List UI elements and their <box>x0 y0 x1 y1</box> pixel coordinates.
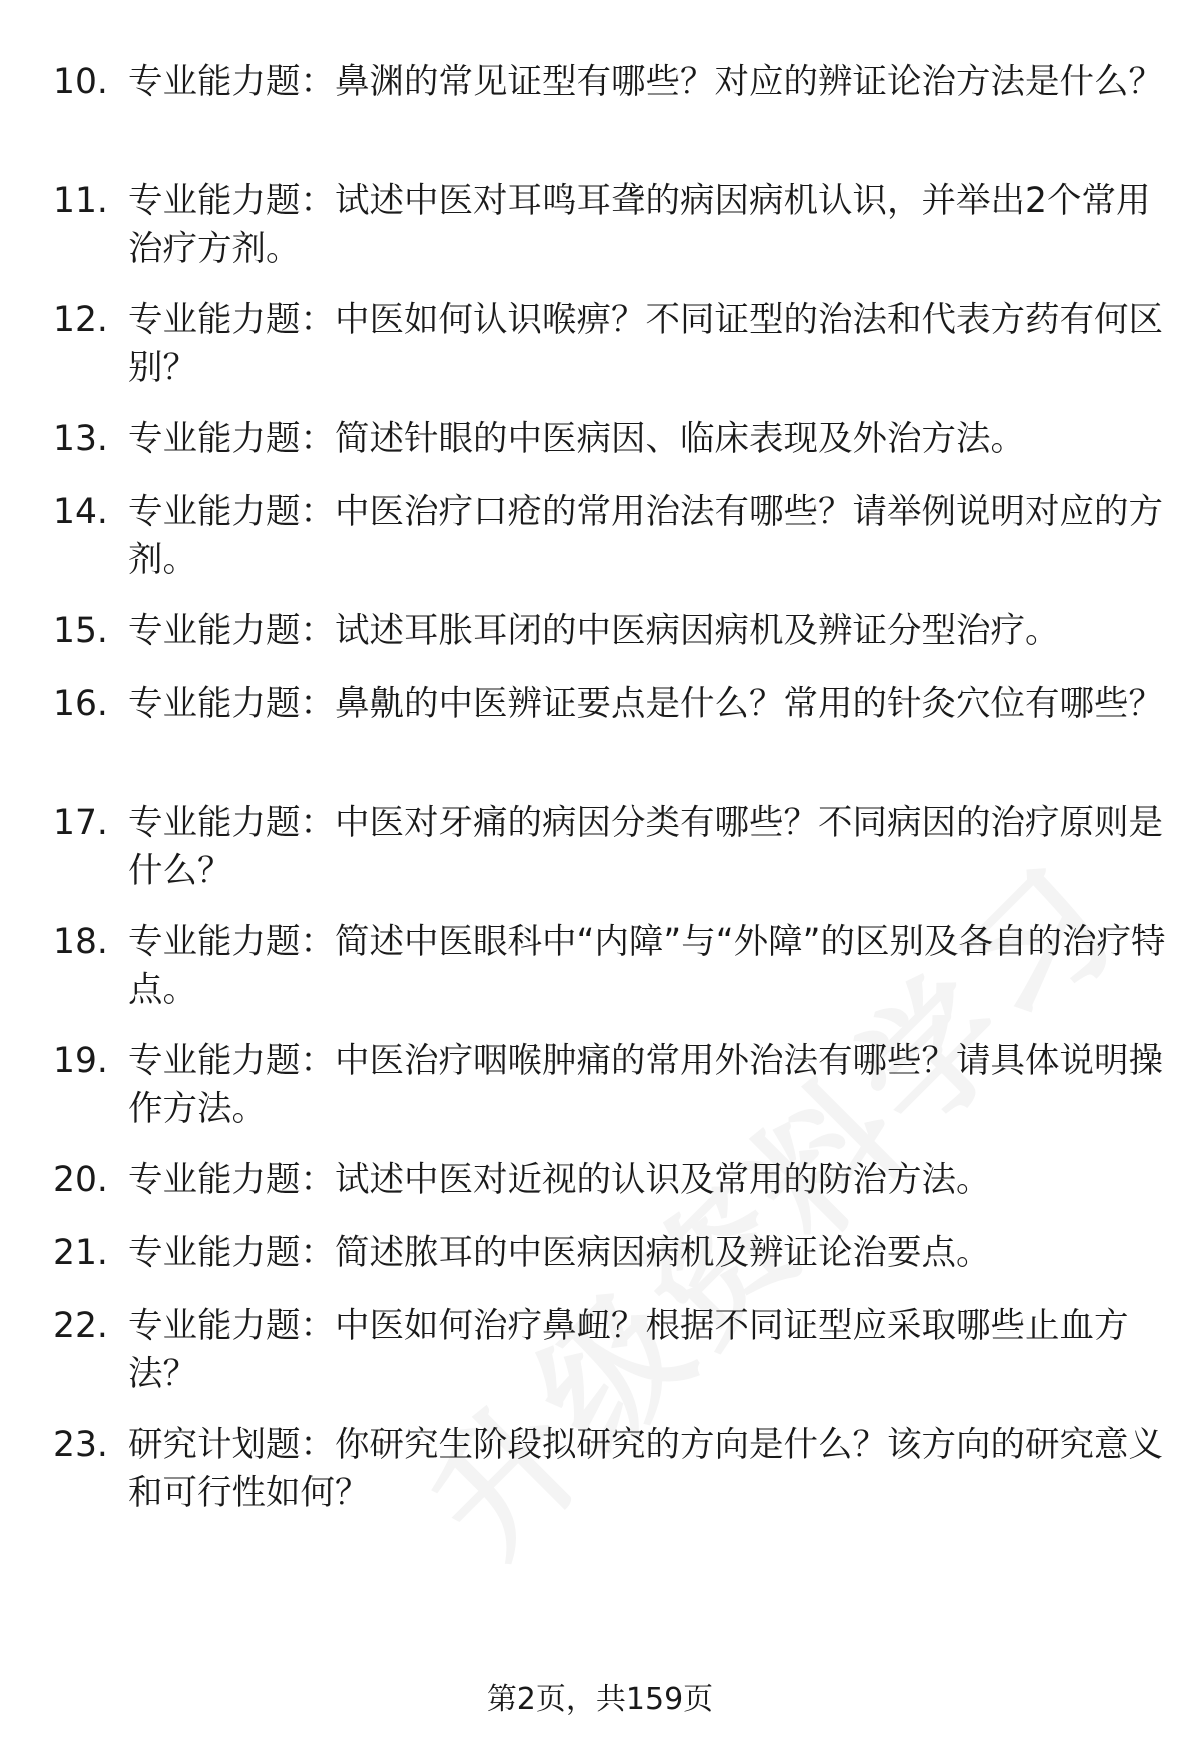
question-number: 10. <box>53 62 108 102</box>
question-text: 专业能力题：中医如何认识喉痹？不同证型的治法和代表方药有何区别？ <box>128 300 1163 388</box>
question-text: 专业能力题：试述中医对耳鸣耳聋的病因病机认识，并举出2个常用治疗方剂。 <box>128 181 1151 269</box>
question-text: 专业能力题：试述耳胀耳闭的中医病因病机及辨证分型治疗。 <box>128 611 1060 651</box>
question-number: 13. <box>53 419 108 459</box>
question-number: 15. <box>53 611 108 651</box>
question-number: 20. <box>53 1160 108 1200</box>
question-text: 专业能力题：鼻渊的常见证型有哪些？对应的辨证论治方法是什么？ <box>128 62 1163 102</box>
question-text: 专业能力题：中医治疗口疮的常用治法有哪些？请举例说明对应的方剂。 <box>128 492 1163 580</box>
question-number: 21. <box>53 1233 108 1273</box>
question-text: 专业能力题：简述中医眼科中“内障”与“外障”的区别及各自的治疗特点。 <box>128 922 1166 1010</box>
question-number: 23. <box>53 1425 108 1465</box>
question-text: 专业能力题：简述脓耳的中医病因病机及辨证论治要点。 <box>128 1233 991 1273</box>
question-text: 专业能力题：中医如何治疗鼻衄？根据不同证型应采取哪些止血方法？ <box>128 1306 1129 1394</box>
question-text: 专业能力题：鼻鼽的中医辨证要点是什么？常用的针灸穴位有哪些？ <box>128 684 1163 724</box>
question-text: 专业能力题：试述中医对近视的认识及常用的防治方法。 <box>128 1160 991 1200</box>
question-text: 研究计划题：你研究生阶段拟研究的方向是什么？该方向的研究意义和可行性如何？ <box>128 1425 1163 1513</box>
question-number: 22. <box>53 1306 108 1346</box>
question-number: 19. <box>53 1041 108 1081</box>
question-text: 专业能力题：中医治疗咽喉肿痛的常用外治法有哪些？请具体说明操作方法。 <box>128 1041 1163 1129</box>
question-number: 18. <box>53 922 108 962</box>
question-number: 12. <box>53 300 108 340</box>
question-number: 17. <box>53 803 108 843</box>
question-text: 专业能力题：简述针眼的中医病因、临床表现及外治方法。 <box>128 419 1025 459</box>
question-number: 14. <box>53 492 108 532</box>
question-number: 11. <box>53 181 108 221</box>
question-number: 16. <box>53 684 108 724</box>
page-number-footer: 第2页，共159页 <box>486 1682 714 1717</box>
question-text: 专业能力题：中医对牙痛的病因分类有哪些？不同病因的治疗原则是什么？ <box>128 803 1163 891</box>
